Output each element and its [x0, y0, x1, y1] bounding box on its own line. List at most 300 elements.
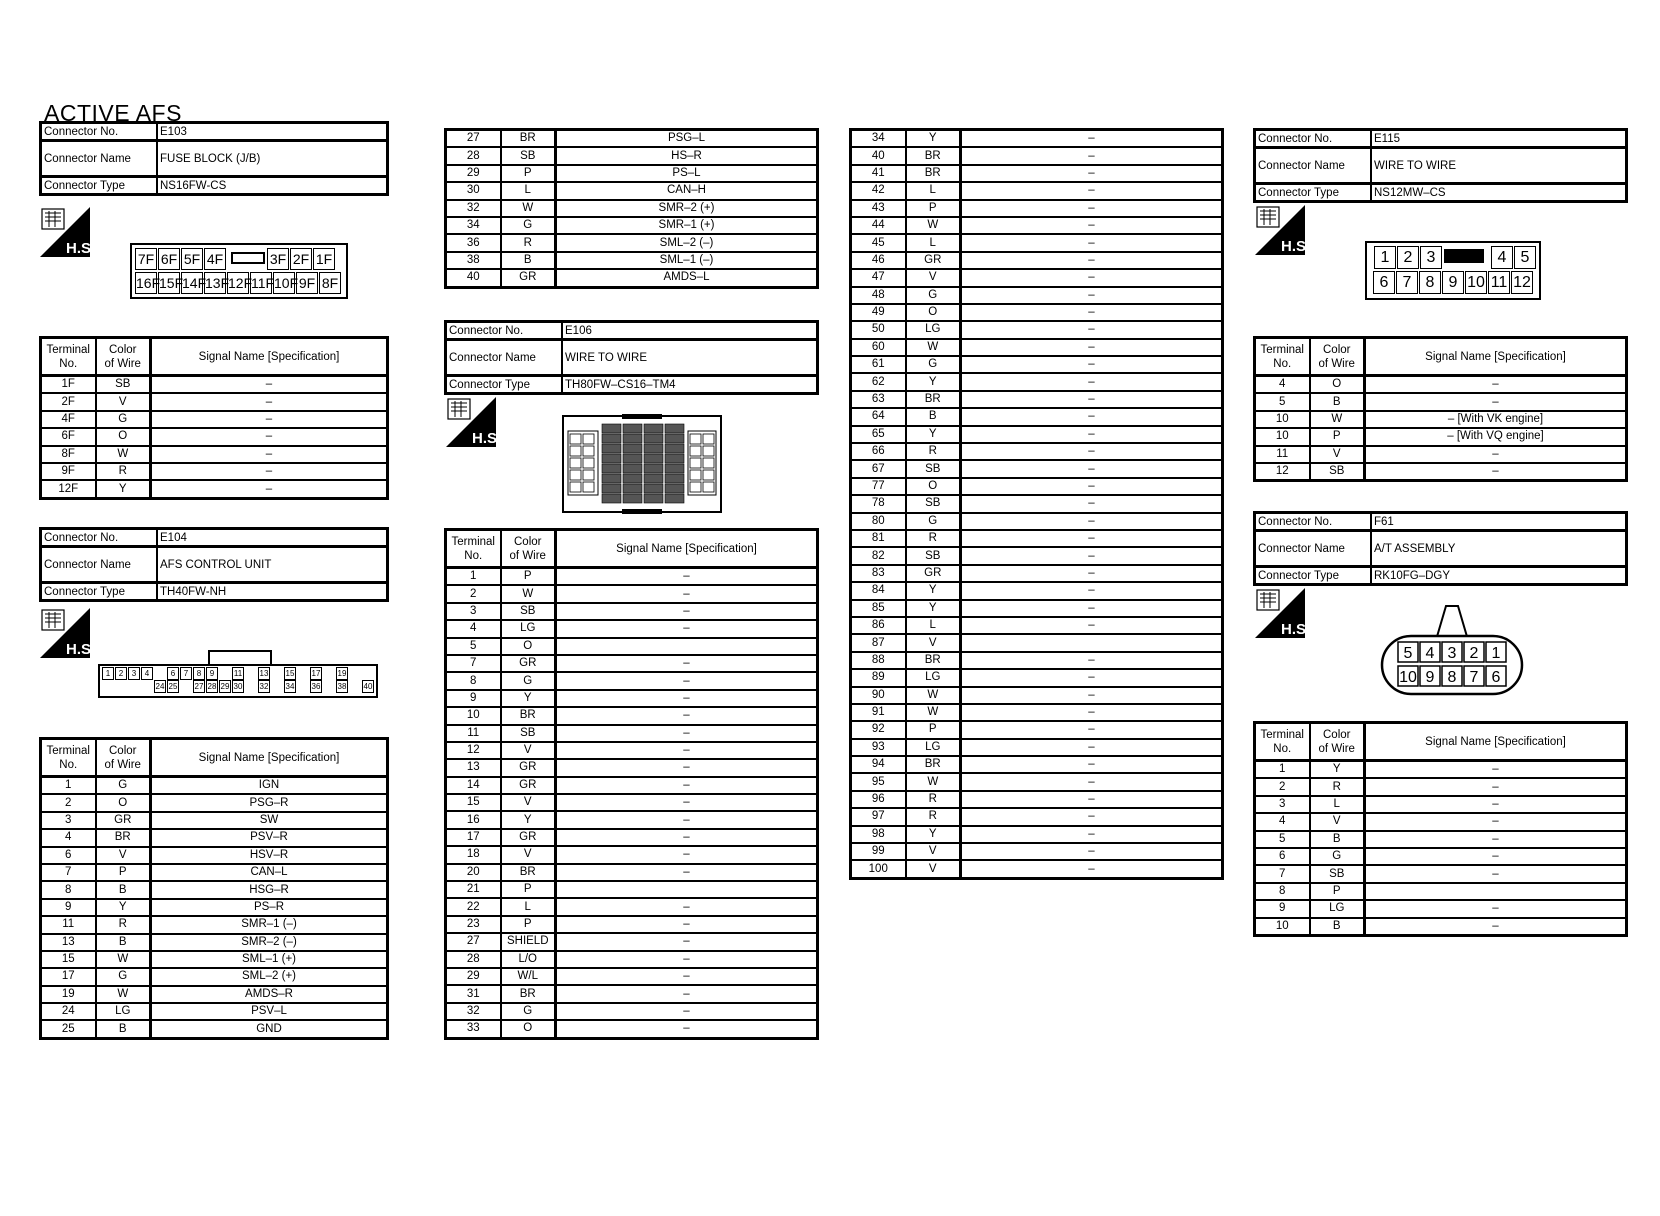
table-row [446, 742, 818, 759]
table-row [446, 182, 818, 199]
wire-color-cell: LG [96, 1003, 151, 1020]
page-title: ACTIVE AFS [44, 100, 182, 126]
table-row [446, 794, 818, 811]
connector-cavity [644, 464, 663, 473]
table-row [1255, 813, 1627, 830]
connector-cavity [570, 482, 581, 492]
connector-pin: 8F [319, 272, 341, 294]
terminal-no-cell: 29 [446, 165, 501, 182]
connector-pin [180, 680, 190, 691]
signal-name-cell: – [961, 356, 1223, 373]
wire-color-cell: L [906, 617, 961, 634]
connector-name-value: FUSE BLOCK (J/B) [157, 141, 388, 177]
wire-color-cell: W [501, 200, 556, 217]
signal-name-cell: – [961, 756, 1223, 773]
terminal-no-cell: 84 [851, 582, 906, 599]
hs-icon [1255, 588, 1305, 638]
color-header: Color of Wire [1310, 338, 1365, 376]
terminal-no-cell: 6F [41, 428, 96, 445]
connector-pin: 9 [1425, 669, 1435, 686]
connector-pin: 17 [311, 669, 321, 678]
connector-pin [323, 680, 333, 691]
table-row [446, 777, 818, 794]
terminal-no-cell: 36 [446, 234, 501, 251]
signal-name-cell: HSG–R [151, 881, 388, 898]
table-row [446, 200, 818, 217]
signal-name-cell: – [1365, 463, 1627, 481]
signal-name-cell: – [961, 147, 1223, 164]
table-row [851, 739, 1223, 756]
table-row [446, 985, 818, 1002]
table-row [851, 373, 1223, 390]
terminal-no-cell: 32 [446, 200, 501, 217]
table-row [446, 881, 818, 898]
connector-pin: 6F [158, 248, 180, 270]
connector-cavity [703, 434, 714, 444]
wire-color-cell: R [501, 234, 556, 251]
wire-color-cell: Y [1310, 761, 1365, 779]
table-row [851, 408, 1223, 425]
wire-color-cell: P [1310, 428, 1365, 445]
signal-name-cell: – [With VK engine] [1365, 411, 1627, 428]
wire-color-cell: BR [501, 707, 556, 724]
connector-cavity [602, 494, 621, 503]
wire-color-cell: G [1310, 848, 1365, 865]
wire-color-cell: G [906, 513, 961, 530]
wire-color-cell: GR [501, 655, 556, 672]
connector-pin [102, 680, 112, 691]
table-row [41, 393, 388, 410]
signal-header: Signal Name [Specification] [556, 530, 818, 568]
wire-color-cell: O [96, 428, 151, 445]
terminal-no-cell: 8 [1255, 883, 1310, 900]
connector-pin: 40 [363, 682, 373, 691]
terminal-no-cell: 15 [41, 951, 96, 968]
wire-color-cell: O [501, 1020, 556, 1038]
terminal-no-cell: 28 [446, 951, 501, 968]
wire-color-cell: V [906, 843, 961, 860]
signal-name-cell: – [961, 252, 1223, 269]
table-row [1255, 883, 1627, 900]
table-row [851, 182, 1223, 199]
table-row [446, 707, 818, 724]
wire-color-cell: Y [96, 480, 151, 498]
connector-pin: 4F [204, 248, 226, 270]
connector-pin: 1F [313, 248, 335, 270]
terminal-no-cell: 11 [446, 725, 501, 742]
connector-pin: 15 [285, 669, 295, 678]
connector-pin [323, 667, 333, 678]
wire-color-cell: GR [501, 269, 556, 287]
connector-cavity [644, 434, 663, 443]
wire-color-cell: O [906, 478, 961, 495]
terminal-no-cell: 4F [41, 411, 96, 428]
table-row [851, 287, 1223, 304]
connector-key-slot [231, 252, 265, 264]
terminal-no-cell: 13 [446, 759, 501, 776]
connector-pin: 14F [181, 272, 203, 294]
connector-no-label: Connector No. [41, 123, 158, 141]
wire-color-cell: SB [906, 547, 961, 564]
color-header: Color of Wire [1310, 723, 1365, 761]
signal-name-cell: – [961, 321, 1223, 338]
signal-name-cell [556, 638, 818, 655]
signal-name-cell: – [With VQ engine] [1365, 428, 1627, 445]
connector-name-label: Connector Name [1255, 148, 1372, 184]
connector-pin: 3 [1447, 645, 1457, 662]
connector-type-label: Connector Type [1255, 184, 1372, 202]
terminal-no-cell: 34 [446, 217, 501, 234]
terminal-no-cell: 83 [851, 565, 906, 582]
terminal-no-cell: 22 [446, 898, 501, 915]
terminal-no-cell: 40 [851, 147, 906, 164]
table-row [851, 130, 1223, 148]
signal-header: Signal Name [Specification] [1365, 338, 1627, 376]
table-row [446, 759, 818, 776]
connector-pin: 1 [1374, 246, 1396, 269]
table-row [41, 480, 388, 498]
connector-type-value: NS16FW-CS [157, 177, 388, 195]
terminal-no-cell: 61 [851, 356, 906, 373]
connector-type-label: Connector Type [41, 177, 158, 195]
signal-name-cell: – [151, 446, 388, 463]
signal-name-cell: – [961, 617, 1223, 634]
terminal-no-cell: 10 [446, 707, 501, 724]
terminal-no-cell: 8F [41, 446, 96, 463]
wire-color-cell: B [96, 881, 151, 898]
connector-type-value: NS12MW–CS [1371, 184, 1627, 202]
connector-pin [154, 667, 164, 678]
e104-connector-latch [208, 650, 272, 666]
wire-color-cell: SB [501, 147, 556, 164]
wire-color-cell: B [1310, 918, 1365, 936]
table-row [851, 547, 1223, 564]
connector-cavity [665, 494, 684, 503]
signal-name-cell: – [556, 725, 818, 742]
table-row [446, 234, 818, 251]
wire-color-cell: V [906, 634, 961, 651]
signal-name-cell: HSV–R [151, 847, 388, 864]
table-row [446, 603, 818, 620]
terminal-no-cell: 6 [41, 847, 96, 864]
terminal-no-cell: 93 [851, 739, 906, 756]
terminal-no-cell: 21 [446, 881, 501, 898]
wire-color-cell: Y [906, 582, 961, 599]
connector-cavity [665, 434, 684, 443]
connector-pin: 27 [194, 682, 204, 691]
table-row [1255, 778, 1627, 795]
connector-cavity [570, 458, 581, 468]
connector-cavity [644, 424, 663, 433]
signal-name-cell: – [556, 742, 818, 759]
signal-name-cell: – [151, 428, 388, 445]
wire-color-cell: V [501, 794, 556, 811]
signal-name-cell: – [961, 182, 1223, 199]
signal-name-cell: – [1365, 796, 1627, 813]
table-row [446, 846, 818, 863]
table-row [851, 252, 1223, 269]
table-row [851, 826, 1223, 843]
signal-name-cell: – [1365, 918, 1627, 936]
connector-type-value: RK10FG–DGY [1371, 567, 1627, 585]
connector-cavity [703, 458, 714, 468]
wire-color-cell: GR [501, 829, 556, 846]
terminal-no-cell: 12 [1255, 463, 1310, 481]
connector-cavity [570, 434, 581, 444]
connector-cavity [583, 482, 594, 492]
table-row [41, 777, 388, 795]
signal-name-cell: – [961, 704, 1223, 721]
connector-pin [245, 667, 255, 678]
table-row [446, 620, 818, 637]
signal-name-cell: – [961, 234, 1223, 251]
connector-pin: 25 [168, 682, 178, 691]
table-row [446, 690, 818, 707]
terminal-no-cell: 43 [851, 200, 906, 217]
table-row [446, 968, 818, 985]
terminal-no-cell: 34 [851, 130, 906, 148]
table-row [851, 426, 1223, 443]
table-row [446, 1003, 818, 1020]
connector-cavity [623, 464, 642, 473]
signal-name-cell: – [556, 898, 818, 915]
signal-name-cell: – [961, 200, 1223, 217]
connector-cavity [623, 494, 642, 503]
table-row [851, 147, 1223, 164]
signal-name-cell: – [1365, 376, 1627, 394]
table-row [446, 898, 818, 915]
signal-name-cell: – [961, 408, 1223, 425]
wire-color-cell: V [1310, 446, 1365, 463]
table-row [851, 339, 1223, 356]
connector-no-label: Connector No. [41, 529, 158, 547]
wire-color-cell: B [1310, 393, 1365, 410]
terminal-no-cell: 4 [1255, 376, 1310, 394]
signal-name-cell [556, 881, 818, 898]
wire-color-cell: P [906, 721, 961, 738]
signal-name-cell: – [556, 811, 818, 828]
connector-pin: 10F [273, 272, 295, 294]
connector-cavity [602, 444, 621, 453]
table-row [851, 669, 1223, 686]
connector-pin: 3 [128, 667, 140, 680]
terminal-no-cell: 5 [446, 638, 501, 655]
wire-color-cell: W [906, 339, 961, 356]
hs-icon [40, 207, 90, 257]
signal-name-cell: – [151, 393, 388, 410]
wire-color-cell: W [906, 773, 961, 790]
terminal-no-cell: 49 [851, 304, 906, 321]
wire-color-cell: B [96, 934, 151, 951]
terminal-no-cell: 1 [41, 777, 96, 795]
connector-type-value: TH40FW-NH [157, 583, 388, 601]
wire-color-cell: V [906, 269, 961, 286]
connector-cavity [665, 454, 684, 463]
wire-color-cell: W [1310, 411, 1365, 428]
signal-name-cell: – [556, 620, 818, 637]
connector-cavity [644, 494, 663, 503]
connector-pin: 16F [135, 272, 157, 294]
signal-name-cell: PSG–R [151, 794, 388, 811]
signal-name-cell: – [961, 547, 1223, 564]
signal-header: Signal Name [Specification] [1365, 723, 1627, 761]
table-row [446, 811, 818, 828]
wire-color-cell: V [501, 846, 556, 863]
signal-name-cell: – [151, 376, 388, 394]
connector-pin: 6 [1373, 271, 1395, 294]
terminal-no-cell: 13 [41, 934, 96, 951]
connector-pin [141, 680, 151, 691]
table-row [851, 391, 1223, 408]
terminal-no-cell: 12F [41, 480, 96, 498]
wire-color-cell: P [96, 864, 151, 881]
terminal-no-cell: 29 [446, 968, 501, 985]
terminal-no-cell: 47 [851, 269, 906, 286]
signal-name-cell: – [961, 860, 1223, 878]
terminal-no-cell: 4 [41, 829, 96, 846]
terminal-no-cell: 11 [1255, 446, 1310, 463]
table-row [851, 600, 1223, 617]
connector-pin: 12F [227, 272, 249, 294]
table-row [1255, 428, 1627, 445]
connector-cavity [583, 446, 594, 456]
wire-color-cell: L [906, 234, 961, 251]
table-row [851, 478, 1223, 495]
connector-name-label: Connector Name [41, 141, 158, 177]
table-row [446, 638, 818, 655]
signal-name-cell: PS–R [151, 899, 388, 916]
terminal-no-cell: 3 [41, 812, 96, 829]
f61-connector-diagram [1380, 604, 1525, 698]
signal-name-cell: – [961, 287, 1223, 304]
terminal-no-cell: 9F [41, 463, 96, 480]
wire-color-cell: L [1310, 796, 1365, 813]
table-row [446, 829, 818, 846]
terminal-no-cell: 62 [851, 373, 906, 390]
table-row [446, 130, 818, 148]
connector-pin: 19 [337, 669, 347, 678]
connector-key-block [1444, 249, 1484, 263]
terminal-header: Terminal No. [1255, 723, 1310, 761]
signal-name-cell: AMDS–R [151, 986, 388, 1003]
table-row [851, 791, 1223, 808]
terminal-header: Terminal No. [41, 338, 96, 376]
signal-name-cell: – [1365, 900, 1627, 917]
table-row [851, 773, 1223, 790]
terminal-no-cell: 27 [446, 130, 501, 148]
wire-color-cell: V [96, 847, 151, 864]
signal-name-cell: – [961, 217, 1223, 234]
wire-color-cell: GR [501, 777, 556, 794]
connector-cavity [623, 454, 642, 463]
terminal-no-cell: 89 [851, 669, 906, 686]
connector-cavity [623, 484, 642, 493]
connector-cavity [623, 424, 642, 433]
f61-terminal-table [1253, 721, 1628, 937]
table-row [1255, 918, 1627, 936]
wire-color-cell: R [906, 443, 961, 460]
wire-color-cell: B [96, 1020, 151, 1038]
connector-pin: 4 [1425, 645, 1435, 662]
signal-name-cell: – [961, 582, 1223, 599]
connector-pin: 2F [290, 248, 312, 270]
e106-info [444, 320, 819, 395]
wire-color-cell: Y [906, 826, 961, 843]
connector-pin: 7 [1396, 271, 1418, 294]
connector-cavity [665, 424, 684, 433]
color-header: Color of Wire [501, 530, 556, 568]
terminal-header: Terminal No. [446, 530, 501, 568]
connector-pin [115, 680, 125, 691]
connector-pin: 29 [220, 682, 230, 691]
terminal-no-cell: 10 [1255, 411, 1310, 428]
terminal-no-cell: 3 [446, 603, 501, 620]
signal-name-cell: SML–2 (–) [556, 234, 818, 251]
wire-color-cell: SB [906, 460, 961, 477]
table-row [851, 269, 1223, 286]
terminal-no-cell: 63 [851, 391, 906, 408]
connector-name-value: WIRE TO WIRE [562, 340, 818, 376]
connector-pin: 3F [267, 248, 289, 270]
connector-pin: 2 [115, 667, 127, 680]
wire-color-cell: O [1310, 376, 1365, 394]
signal-name-cell: SML–1 (+) [151, 951, 388, 968]
connector-cavity [602, 434, 621, 443]
wire-color-cell: L [501, 182, 556, 199]
color-header: Color of Wire [96, 739, 151, 777]
connector-pin: 8 [1447, 669, 1457, 686]
table-row [1255, 463, 1627, 481]
table-row [851, 756, 1223, 773]
terminal-no-cell: 42 [851, 182, 906, 199]
table-row [446, 165, 818, 182]
signal-name-cell: IGN [151, 777, 388, 795]
wire-color-cell: V [501, 742, 556, 759]
signal-name-cell: – [961, 478, 1223, 495]
wire-color-cell: G [501, 1003, 556, 1020]
table-row [851, 860, 1223, 878]
connector-cavity [602, 474, 621, 483]
wire-color-cell: W [906, 704, 961, 721]
signal-name-cell: – [556, 707, 818, 724]
signal-name-cell: – [556, 690, 818, 707]
signal-name-cell: HS–R [556, 147, 818, 164]
terminal-no-cell: 45 [851, 234, 906, 251]
connector-cavity [570, 446, 581, 456]
wire-color-cell: LG [906, 739, 961, 756]
wire-color-cell: Y [96, 899, 151, 916]
signal-name-cell: – [1365, 778, 1627, 795]
connector-pin: 34 [285, 682, 295, 691]
signal-name-cell: – [556, 951, 818, 968]
wire-color-cell: W [906, 217, 961, 234]
connector-pin: 8 [193, 667, 205, 680]
terminal-no-cell: 8 [41, 881, 96, 898]
terminal-no-cell: 5 [1255, 831, 1310, 848]
connector-name-label: Connector Name [1255, 531, 1372, 567]
connector-cavity [690, 446, 701, 456]
terminal-no-cell: 1 [1255, 761, 1310, 779]
signal-name-cell: – [961, 513, 1223, 530]
table-row [851, 704, 1223, 721]
signal-name-cell: – [556, 777, 818, 794]
connector-cavity [665, 484, 684, 493]
wire-color-cell: W [501, 585, 556, 602]
connector-pin: 3 [1420, 246, 1442, 269]
connector-pin: 7F [135, 248, 157, 270]
terminal-no-cell: 9 [446, 690, 501, 707]
table-row [41, 411, 388, 428]
